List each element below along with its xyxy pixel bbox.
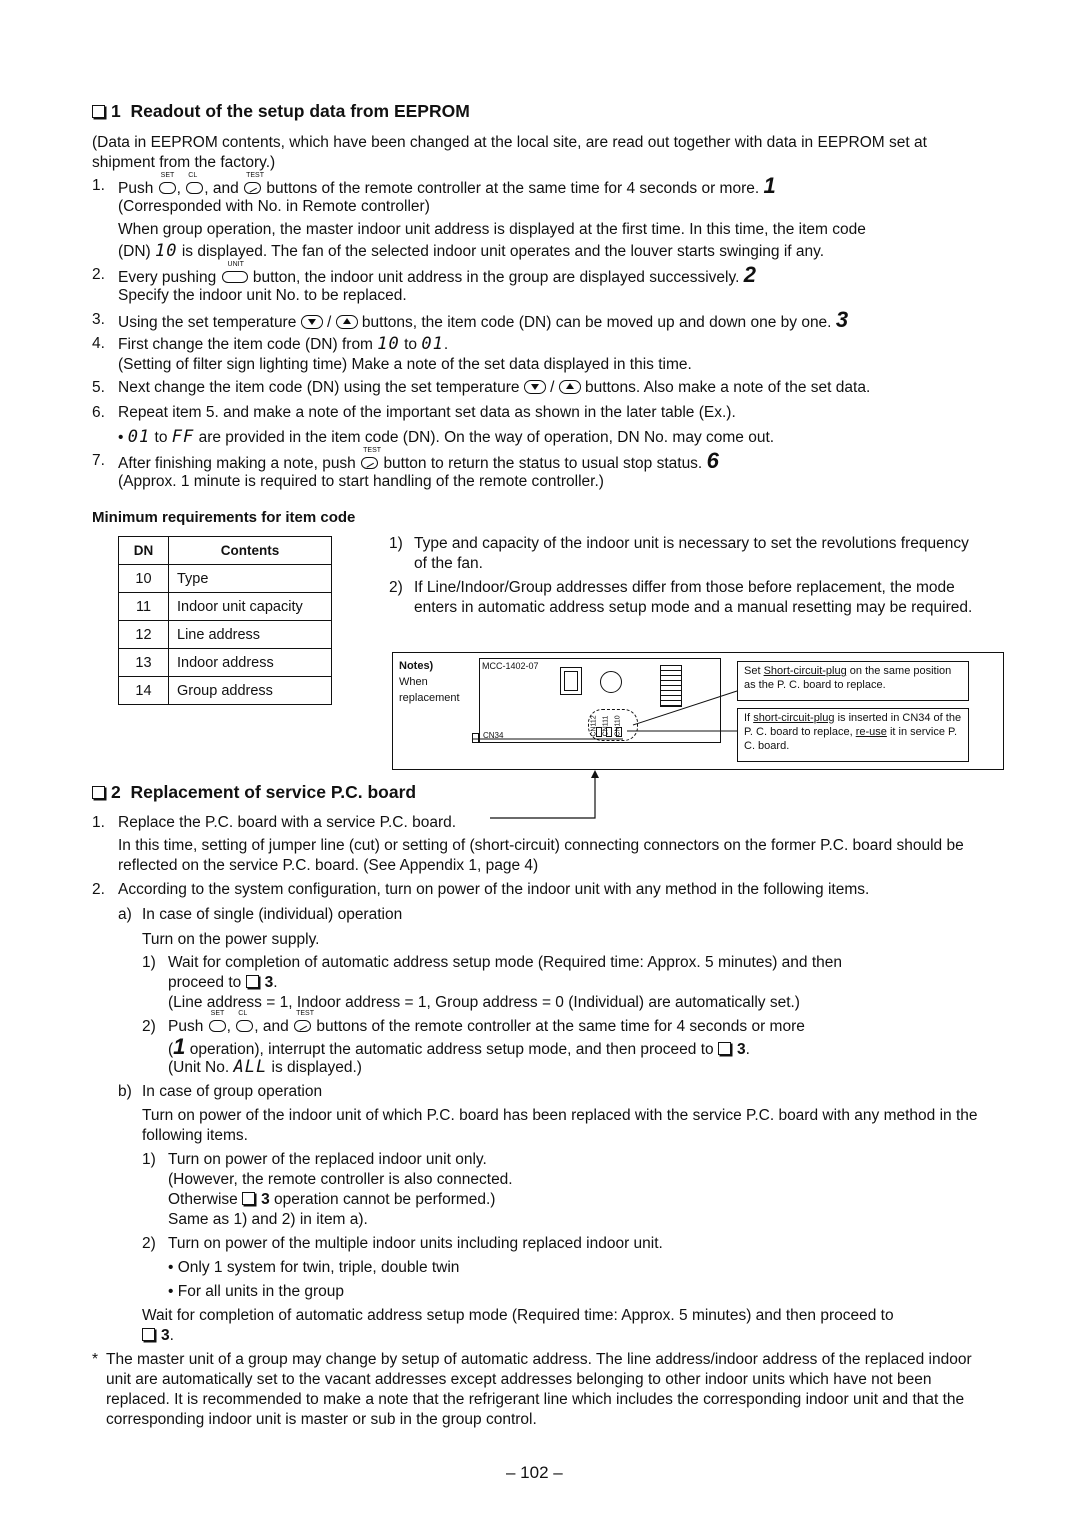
- step6-num: 6.: [92, 404, 105, 421]
- segment-display-10: 10: [155, 241, 178, 261]
- s2-b-label: b): [118, 1083, 132, 1100]
- s2-a2-badge: 1: [173, 1034, 186, 1059]
- s2-b1-s2a: Otherwise: [168, 1191, 238, 1208]
- step1-num: 1.: [92, 177, 105, 194]
- s2-b1-text: Turn on power of the replaced indoor unit only.: [168, 1151, 487, 1168]
- note1-text-a: Set: [744, 665, 761, 677]
- s2-a2-text-c: buttons of the remote controller at the same time for 4 seconds or more: [316, 1018, 805, 1035]
- step6-bullet-text: are provided in the item code (DN). On the way of operation, DN No. may come out.: [198, 429, 775, 446]
- step6-bullet-to: to: [154, 429, 168, 446]
- cl-button-icon: [186, 172, 203, 194]
- s2-p1-num: 1.: [92, 814, 105, 831]
- s2-b1-num: 1): [142, 1151, 156, 1168]
- s2-a-text: In case of single (individual) operation: [142, 906, 403, 923]
- min-req-note1-num: 1): [389, 535, 403, 552]
- s2-b-wait-ref: 3.: [142, 1326, 174, 1346]
- s2-b1-s2: [168, 1190, 495, 1210]
- section2-number: 2: [111, 782, 121, 802]
- ref-3: 3: [264, 974, 274, 991]
- step2-badge: 2: [743, 262, 756, 287]
- s2-a1-num: 1): [142, 954, 156, 971]
- step1-line: Push SET , CL , and TEST buttons of the remote controller at the same time for 4 seconds or more. 1: [118, 172, 776, 198]
- step2-line: [118, 261, 756, 288]
- test-cap: TEST: [296, 1010, 314, 1017]
- step1-note-a: When group operation, the master indoor unit address is displayed at the first time. In this time, the item code: [118, 221, 866, 238]
- s2-a2-line: Push SET , CL , and TEST buttons of the remote controller at the same time for 4 seconds or more: [168, 1010, 805, 1035]
- step5-num: 5.: [92, 379, 105, 396]
- note2-text-b: is inserted in CN34 of the P. C. board to replace,: [744, 712, 962, 738]
- step7-text-a: After finishing making a note, push: [118, 455, 356, 472]
- step1-text-a: Push: [118, 180, 154, 197]
- section2-title-text: Replacement of service P.C. board: [130, 782, 417, 802]
- dn-table: [118, 536, 332, 705]
- step1-note-b: [118, 241, 824, 262]
- s2-a1-sub: (Line address = 1, Indoor address = 1, Group address = 0 (Individual) are automatically set.): [168, 994, 800, 1011]
- diagram-replacement: replacement: [399, 692, 460, 704]
- ref-3: 3: [161, 1327, 170, 1344]
- s2-a-sub: Turn on the power supply.: [142, 931, 320, 948]
- table-cell: 13: [119, 649, 169, 677]
- s2-a2-text-a: Push: [168, 1018, 204, 1035]
- table-cell: Type: [169, 565, 332, 593]
- cl-button-icon: [236, 1010, 253, 1032]
- step3-text-b: buttons, the item code (DN) can be moved up and down one by one.: [361, 314, 832, 331]
- step2-text-a: Every pushing: [118, 269, 217, 286]
- note-box-1: [737, 661, 969, 701]
- checkbox-icon: [92, 786, 105, 799]
- table-cell: 14: [119, 677, 169, 705]
- step6-text: Repeat item 5. and make a note of the important set data as shown in the later table (Ex.).: [118, 404, 736, 421]
- table-row: [119, 593, 332, 621]
- note2-text-a: If: [744, 712, 751, 724]
- segment-display-01: 01: [421, 334, 444, 354]
- step6-bullet: • 01 to FF are provided in the item code (DN). On the way of operation, DN No. may come out.: [118, 427, 775, 447]
- step7-badge: 6: [706, 448, 719, 473]
- note2-underline: short-circuit-plug: [753, 712, 835, 724]
- step7-num: 7.: [92, 452, 105, 469]
- step4-text-b: to: [404, 336, 418, 353]
- step4-line: First change the item code (DN) from 10 to 01.: [118, 334, 449, 354]
- ref-3: 3: [736, 1041, 746, 1058]
- s2-p1-sub: In this time, setting of jumper line (cut) or setting of (short-circuit) connecting connectors on the former P.C. board should be reflected on the service P.C. board. (See Appendix 1, page 4): [118, 837, 964, 874]
- unit-text-a: (Unit No.: [168, 1059, 230, 1076]
- temp-down-button-icon: [301, 315, 323, 329]
- step4-num: 4.: [92, 335, 105, 352]
- segment-display-10: 10: [377, 334, 400, 354]
- cn111-label: CN111: [602, 715, 610, 737]
- s2-b2-bullet2: • For all units in the group: [168, 1283, 345, 1300]
- test-button-icon: [361, 447, 382, 469]
- segment-display-all: ALL: [233, 1057, 268, 1077]
- step1-badge: 1: [763, 173, 776, 198]
- checkbox-icon: [718, 1042, 731, 1055]
- checkbox-icon: [246, 975, 259, 988]
- step2-text-b: button, the indoor unit address in the group are displayed successively.: [252, 269, 740, 286]
- s2-b1-s1: (However, the remote controller is also connected.: [168, 1171, 513, 1188]
- s2-b1-s3: Same as 1) and 2) in item a).: [168, 1211, 368, 1228]
- pointer-arrow: [460, 770, 620, 820]
- step2-sub: Specify the indoor unit No. to be replaced.: [118, 287, 407, 304]
- note1-text-b: on the same position as the P. C. board to replace.: [744, 665, 952, 691]
- step3-line: Using the set temperature / buttons, the item code (DN) can be moved up and down one by one. 3: [118, 307, 849, 332]
- bullet-text: For all units in the group: [177, 1283, 345, 1300]
- note-box-2: [737, 708, 969, 762]
- footnote-mark: *: [92, 1351, 99, 1368]
- table-cell: Group address: [169, 677, 332, 705]
- s2-b-sub: Turn on power of the indoor unit of which P.C. board has been replaced with the service P.C. board with any method in the following items.: [142, 1107, 978, 1144]
- step3-text-a: Using the set temperature: [118, 314, 297, 331]
- table-cell: Indoor unit capacity: [169, 593, 332, 621]
- unit-button-icon: [222, 261, 248, 283]
- step3-badge: 3: [835, 307, 849, 332]
- step1-text-b: , and: [204, 180, 239, 197]
- min-req-note1: Type and capacity of the indoor unit is necessary to set the revolutions frequency of the fan.: [414, 535, 969, 572]
- step1-note-b2: is displayed. The fan of the selected indoor unit operates and the louver starts swinging if any.: [181, 243, 825, 260]
- s2-a1-text: Wait for completion of automatic address setup mode (Required time: Approx. 5 minutes) and then: [168, 954, 843, 971]
- footnote: The master unit of a group may change by setup of automatic address. The line address/indoor address of the replaced indoor unit are automatically set to the vacant addresses except addresses belonging to other indoor units which have not been replaced. It is recommended to make a note that the refrigerant line which includes the corresponding indoor unit and that the corresponding indoor unit is master or sub in the group control.: [106, 1351, 972, 1428]
- unit-cap: UNIT: [227, 261, 244, 268]
- s2-b2-text: Turn on power of the multiple indoor units including replaced indoor unit.: [168, 1235, 663, 1252]
- table-cell: 12: [119, 621, 169, 649]
- note2-text-c: it in service P. C. board.: [744, 726, 958, 752]
- checkbox-icon: [242, 1192, 255, 1205]
- s2-a1-proceed: proceed to 3.: [168, 974, 278, 991]
- s2-a2-num: 2): [142, 1018, 156, 1035]
- min-req-note2: If Line/Indoor/Group addresses differ from those before replacement, the mode enters in automatic address setup mode and a manual resetting may be required.: [414, 579, 973, 616]
- table-row: [119, 565, 332, 593]
- step5-text-a: Next change the item code (DN) using the set temperature: [118, 379, 520, 396]
- segment-display-ff: FF: [171, 427, 195, 447]
- s2-p2-num: 2.: [92, 881, 105, 898]
- step5-text-b: buttons. Also make a note of the set data.: [585, 379, 871, 396]
- section1-number: 1: [111, 101, 121, 121]
- test-cap: TEST: [363, 447, 382, 454]
- table-row: [119, 649, 332, 677]
- segment-display-01: 01: [127, 427, 151, 447]
- set-button-icon: [159, 172, 176, 194]
- proceed-text: proceed to: [168, 974, 242, 991]
- s2-b2-num: 2): [142, 1235, 156, 1252]
- section1-title: [92, 101, 470, 121]
- set-button-icon: [209, 1010, 226, 1032]
- s2-b-text: In case of group operation: [142, 1083, 323, 1100]
- table-cell: 11: [119, 593, 169, 621]
- pcb-notes-diagram: [392, 652, 1004, 770]
- page-number: – 102 –: [506, 1463, 563, 1482]
- table-cell: 10: [119, 565, 169, 593]
- s2-b1-s2b: operation cannot be performed.): [274, 1191, 496, 1208]
- step1-text-c: buttons of the remote controller at the same time for 4 seconds or more.: [266, 180, 760, 197]
- table-header-dn: DN: [119, 537, 169, 565]
- unit-text-b: is displayed.): [271, 1059, 362, 1076]
- table-header-contents: Contents: [169, 537, 332, 565]
- test-button-icon: [294, 1010, 314, 1032]
- step1-note-b1: (DN): [118, 243, 151, 260]
- note1-underline: Short-circuit-plug: [763, 665, 847, 677]
- step4-sub: (Setting of filter sign lighting time) Make a note of the set data displayed in this time.: [118, 356, 692, 373]
- checkbox-icon: [92, 105, 105, 118]
- min-req-note2-num: 2): [389, 579, 403, 596]
- table-cell: Line address: [169, 621, 332, 649]
- set-cap: SET: [160, 172, 175, 179]
- checkbox-icon: [142, 1328, 155, 1341]
- diagram-notes-label: Notes): [399, 660, 434, 672]
- set-cap: SET: [210, 1010, 225, 1017]
- table-header-row: [119, 537, 332, 565]
- test-cap: TEST: [246, 172, 264, 179]
- cn112-label: CN112: [590, 715, 598, 737]
- temp-up-button-icon: [559, 380, 581, 394]
- min-req-title: Minimum requirements for item code: [92, 509, 356, 526]
- bullet-text: Only 1 system for twin, triple, double twin: [177, 1259, 460, 1276]
- s2-b-wait: Wait for completion of automatic address setup mode (Required time: Approx. 5 minutes) and then proceed to: [142, 1307, 894, 1324]
- section1-intro: (Data in EEPROM contents, which have been changed at the local site, are read out together with data in EEPROM set at shipment from the factory.): [92, 134, 927, 171]
- cl-cap: CL: [188, 172, 198, 179]
- s2-a-label: a): [118, 906, 132, 923]
- section1-title-text: Readout of the setup data from EEPROM: [130, 101, 470, 121]
- s2-p2: According to the system configuration, turn on power of the indoor unit with any method in the following items.: [118, 881, 870, 898]
- step7-line: [118, 447, 719, 474]
- step7-text-b: button to return the status to usual stop status.: [383, 455, 703, 472]
- s2-a2-text-b: , and: [254, 1018, 289, 1035]
- s2-a2-line2: (1 operation), interrupt the automatic address setup mode, and then proceed to 3.: [168, 1034, 750, 1059]
- step1-sub: (Corresponded with No. in Remote controller): [118, 198, 430, 215]
- table-row: [119, 677, 332, 705]
- table-cell: Indoor address: [169, 649, 332, 677]
- note2-underline2: re-use: [855, 726, 887, 738]
- step5-line: Next change the item code (DN) using the set temperature / buttons. Also make a note of the set data.: [118, 379, 871, 396]
- diagram-when: When: [399, 676, 428, 688]
- s2-a2-unit: [168, 1057, 362, 1078]
- table-row: [119, 621, 332, 649]
- cn34-label: CN34: [483, 731, 504, 740]
- test-button-icon: [244, 172, 264, 194]
- step3-num: 3.: [92, 311, 105, 328]
- ref-3: 3: [261, 1191, 270, 1208]
- board-model: MCC-1402-07: [482, 661, 539, 671]
- cl-cap: CL: [238, 1010, 248, 1017]
- temp-down-button-icon: [524, 380, 546, 394]
- temp-up-button-icon: [336, 315, 358, 329]
- s2-a2-text-d: operation), interrupt the automatic address setup mode, and then proceed to: [189, 1041, 714, 1058]
- step4-text-a: First change the item code (DN) from: [118, 336, 373, 353]
- s2-b2-bullet1: • Only 1 system for twin, triple, double twin: [168, 1259, 460, 1276]
- section2-title: [92, 782, 416, 802]
- cn110-label: CN110: [614, 715, 622, 737]
- s2-p1: Replace the P.C. board with a service P.C. board.: [118, 814, 457, 831]
- step7-sub: (Approx. 1 minute is required to start handling of the remote controller.): [118, 473, 604, 490]
- step2-num: 2.: [92, 266, 105, 283]
